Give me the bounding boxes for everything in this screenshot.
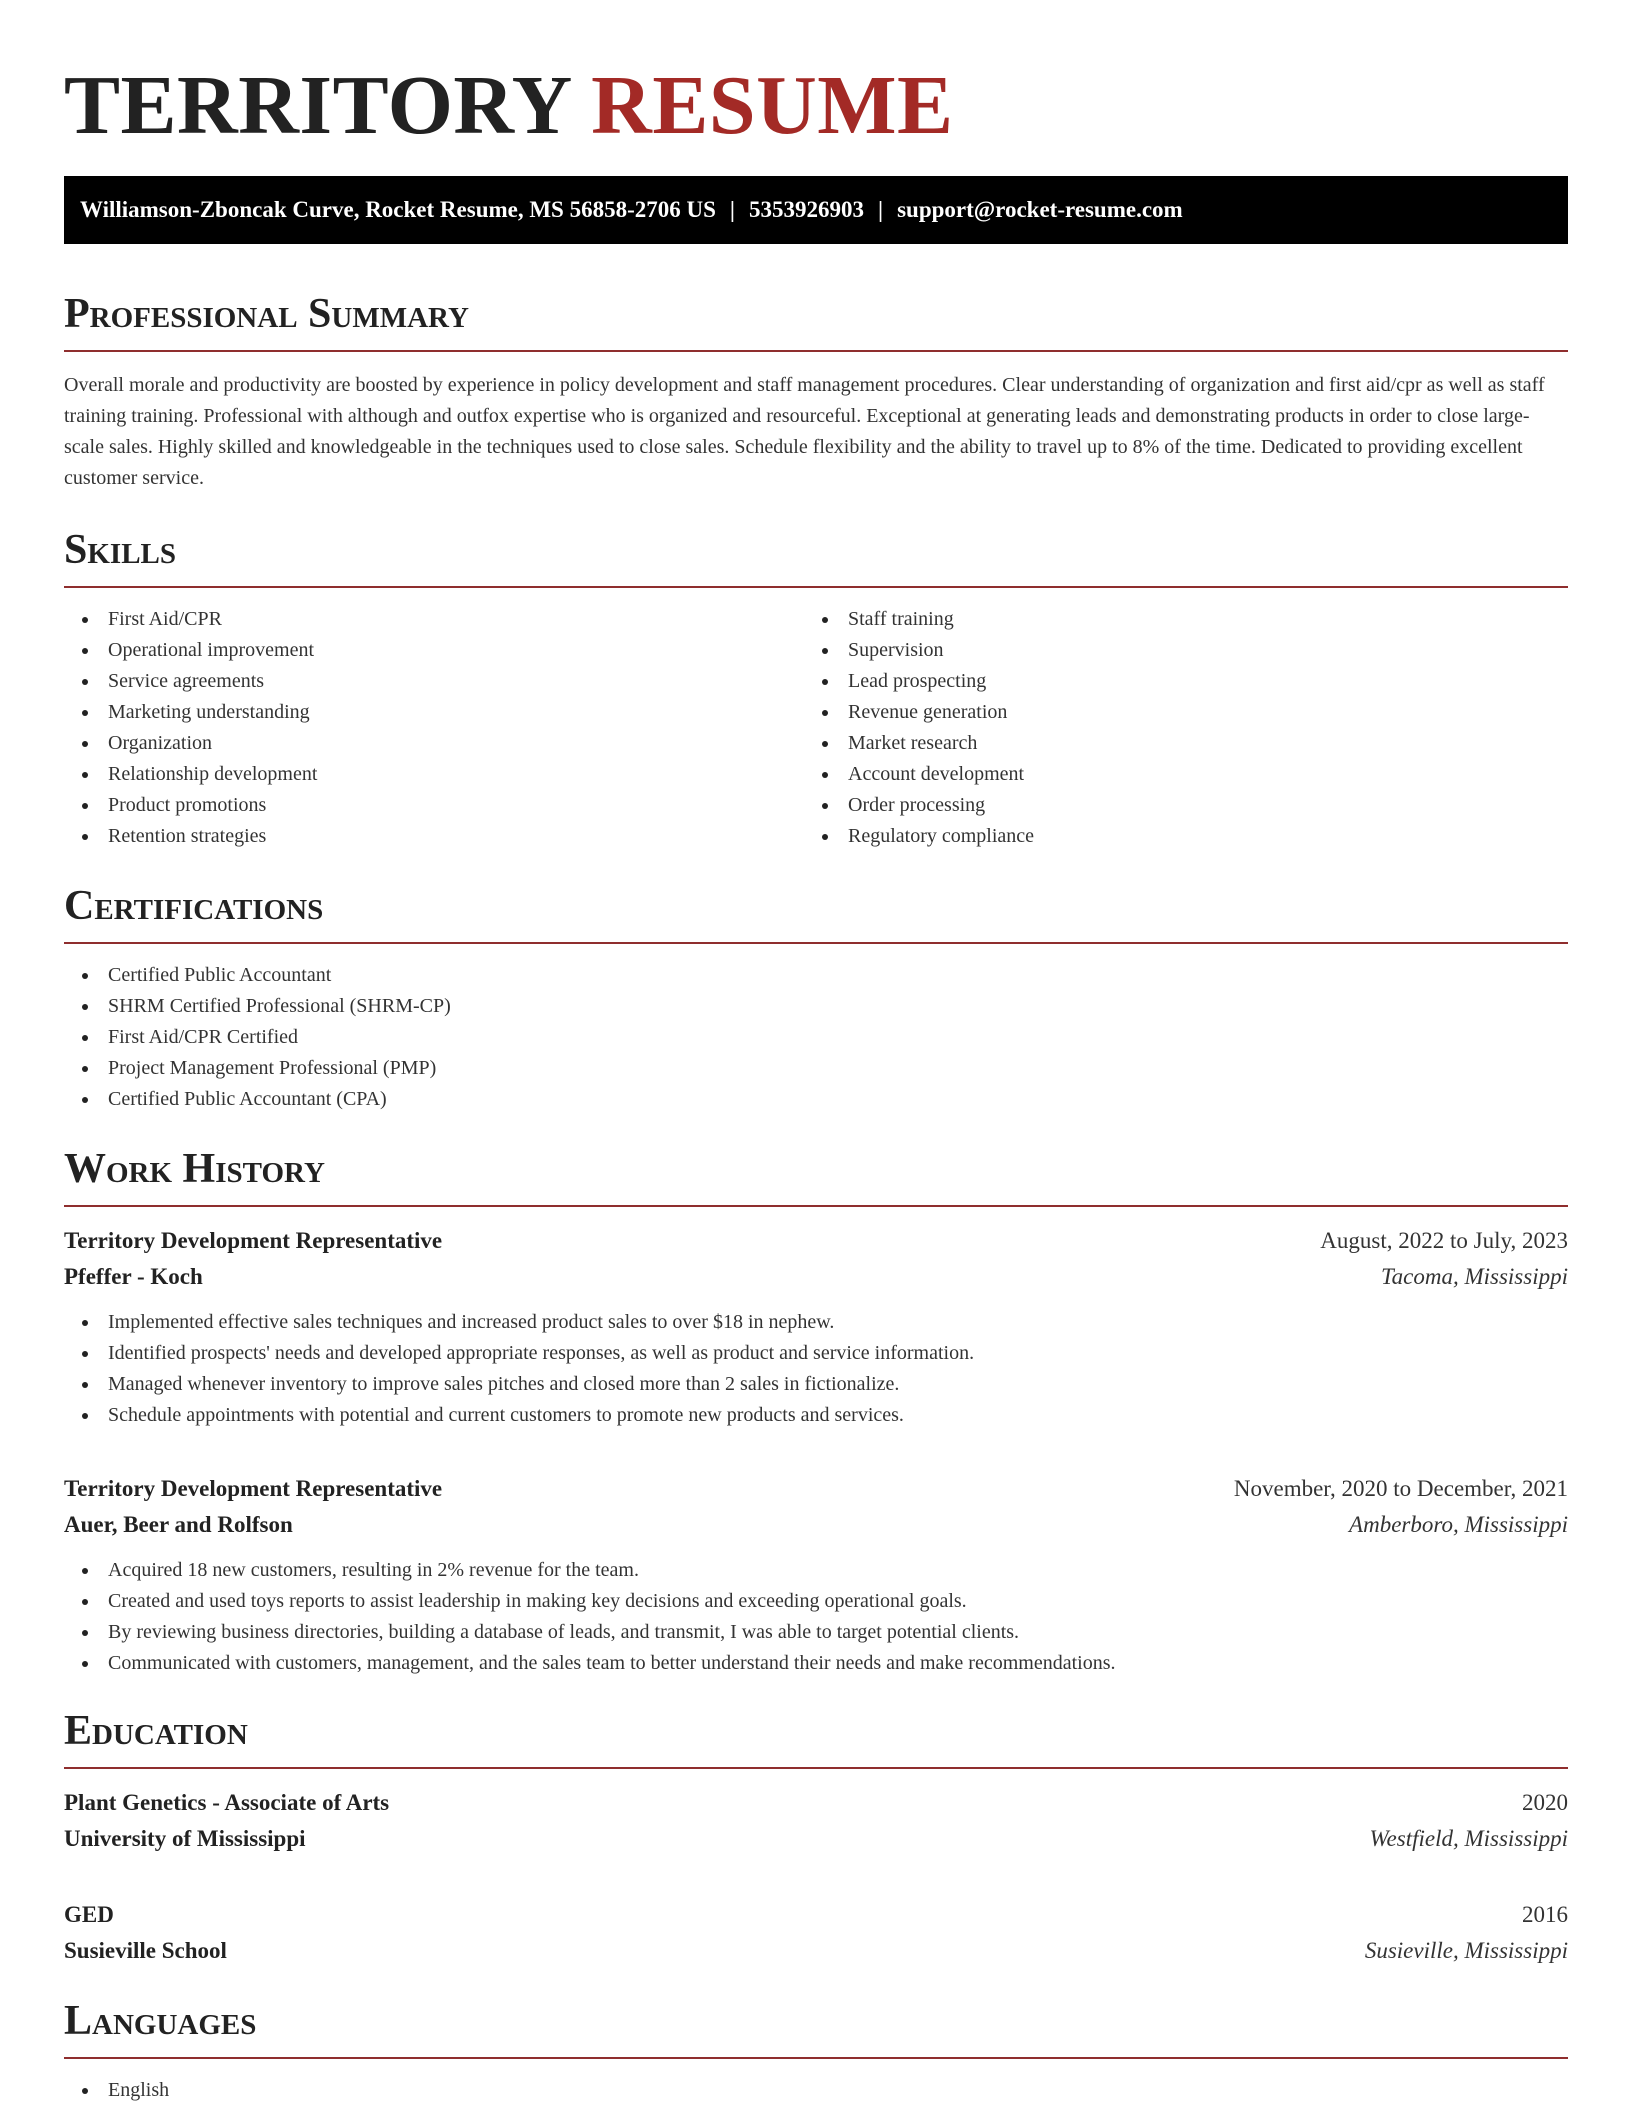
- education-school-row: [64, 1933, 1568, 1969]
- skill-item: Relationship development: [64, 759, 804, 790]
- summary-heading: Professional Summary: [64, 288, 1568, 352]
- skills-list-left: [64, 604, 804, 852]
- skills-grid: [64, 604, 1568, 852]
- education-location: Susieville, Mississippi: [1364, 1938, 1568, 1963]
- job-bullets: [64, 1307, 1568, 1431]
- education-degree: GED: [64, 1902, 114, 1927]
- job-bullet: Implemented effective sales techniques and increased product sales to over $18 in nephew.: [64, 1307, 1568, 1338]
- contact-phone: 5353926903: [749, 197, 864, 222]
- skills-heading: Skills: [64, 524, 1568, 588]
- job-dates: August, 2022 to July, 2023: [1320, 1228, 1568, 1253]
- languages-list: [64, 2075, 1568, 2106]
- certification-item: First Aid/CPR Certified: [64, 1022, 1568, 1053]
- job-bullet: By reviewing business directories, building a database of leads, and transmit, I was able to target potential clients.: [64, 1617, 1568, 1648]
- contact-address: Williamson-Zboncak Curve, Rocket Resume, MS 56858-2706 US: [80, 197, 716, 222]
- education-degree: Plant Genetics - Associate of Arts: [64, 1790, 390, 1815]
- skills-list-right: [804, 604, 1544, 852]
- job-entry: [64, 1223, 1568, 1431]
- resume-title-first: TERRITORY: [64, 59, 570, 152]
- work-history-heading: Work History: [64, 1143, 1568, 1207]
- education-location: Westfield, Mississippi: [1369, 1826, 1568, 1851]
- skill-item: Service agreements: [64, 666, 804, 697]
- education-school: Susieville School: [64, 1938, 227, 1963]
- job-bullet: Communicated with customers, management, and the sales team to better understand their needs and make recommendations.: [64, 1648, 1568, 1679]
- job-dates: November, 2020 to December, 2021: [1233, 1476, 1568, 1501]
- skill-item: Operational improvement: [64, 635, 804, 666]
- resume-title-second: RESUME: [591, 59, 954, 152]
- contact-separator: |: [878, 197, 884, 222]
- certification-item: Project Management Professional (PMP): [64, 1053, 1568, 1084]
- job-bullet: Schedule appointments with potential and current customers to promote new products and services.: [64, 1400, 1568, 1431]
- education-year: 2020: [1522, 1790, 1568, 1815]
- education-entry: [64, 1897, 1568, 1969]
- certification-item: Certified Public Accountant: [64, 960, 1568, 991]
- skill-item: Market research: [804, 728, 1544, 759]
- skill-item: Revenue generation: [804, 697, 1544, 728]
- job-bullet: Identified prospects' needs and developed appropriate responses, as well as product and service information.: [64, 1338, 1568, 1369]
- job-bullet: Created and used toys reports to assist leadership in making key decisions and exceeding operational goals.: [64, 1586, 1568, 1617]
- contact-bar: [64, 176, 1568, 244]
- job-title: Territory Development Representative: [64, 1228, 443, 1253]
- skill-item: Organization: [64, 728, 804, 759]
- skill-item: Account development: [804, 759, 1544, 790]
- job-entry: [64, 1471, 1568, 1679]
- job-header-row: [64, 1471, 1568, 1507]
- skill-item: Retention strategies: [64, 821, 804, 852]
- education-heading: Education: [64, 1705, 1568, 1769]
- job-company-row: [64, 1259, 1568, 1295]
- job-bullet: Managed whenever inventory to improve sales pitches and closed more than 2 sales in fictionalize.: [64, 1369, 1568, 1400]
- skill-item: Regulatory compliance: [804, 821, 1544, 852]
- job-location: Amberboro, Mississippi: [1349, 1512, 1568, 1537]
- education-school: University of Mississippi: [64, 1826, 306, 1851]
- contact-email[interactable]: support@rocket-resume.com: [897, 197, 1183, 222]
- skill-item: Staff training: [804, 604, 1544, 635]
- contact-separator: |: [729, 197, 735, 222]
- certifications-list: [64, 960, 1568, 1115]
- education-year: 2016: [1522, 1902, 1568, 1927]
- education-entry: [64, 1785, 1568, 1857]
- education-school-row: [64, 1821, 1568, 1857]
- skill-item: Supervision: [804, 635, 1544, 666]
- education-degree-row: [64, 1897, 1568, 1933]
- skill-item: Lead prospecting: [804, 666, 1544, 697]
- job-title: Territory Development Representative: [64, 1476, 443, 1501]
- skill-item: First Aid/CPR: [64, 604, 804, 635]
- skill-item: Order processing: [804, 790, 1544, 821]
- job-header-row: [64, 1223, 1568, 1259]
- job-location: Tacoma, Mississippi: [1380, 1264, 1568, 1289]
- languages-heading: Languages: [64, 1995, 1568, 2059]
- job-company-row: [64, 1507, 1568, 1543]
- job-bullet: Acquired 18 new customers, resulting in 2% revenue for the team.: [64, 1555, 1568, 1586]
- skill-item: Product promotions: [64, 790, 804, 821]
- education-degree-row: [64, 1785, 1568, 1821]
- resume-title: [64, 0, 1568, 156]
- certification-item: SHRM Certified Professional (SHRM-CP): [64, 991, 1568, 1022]
- job-bullets: [64, 1555, 1568, 1679]
- job-company: Auer, Beer and Rolfson: [64, 1512, 293, 1537]
- summary-text: Overall morale and productivity are boosted by experience in policy development and staff management procedures. Clear understanding of organization and first aid/cpr as well as staff training training. Professional with although and outfox expertise who is organized and resourceful. Exceptional at generating leads and demonstrating products in order to close large-scale sales. Highly skilled and knowledgeable in the techniques used to close sales. Schedule flexibility and the ability to travel up to 8% of the time. Dedicated to providing excellent customer service.: [64, 374, 1545, 489]
- certification-item: Certified Public Accountant (CPA): [64, 1084, 1568, 1115]
- certifications-heading: Certifications: [64, 880, 1568, 944]
- job-company: Pfeffer - Koch: [64, 1264, 203, 1289]
- language-item: English: [64, 2075, 1568, 2106]
- skill-item: Marketing understanding: [64, 697, 804, 728]
